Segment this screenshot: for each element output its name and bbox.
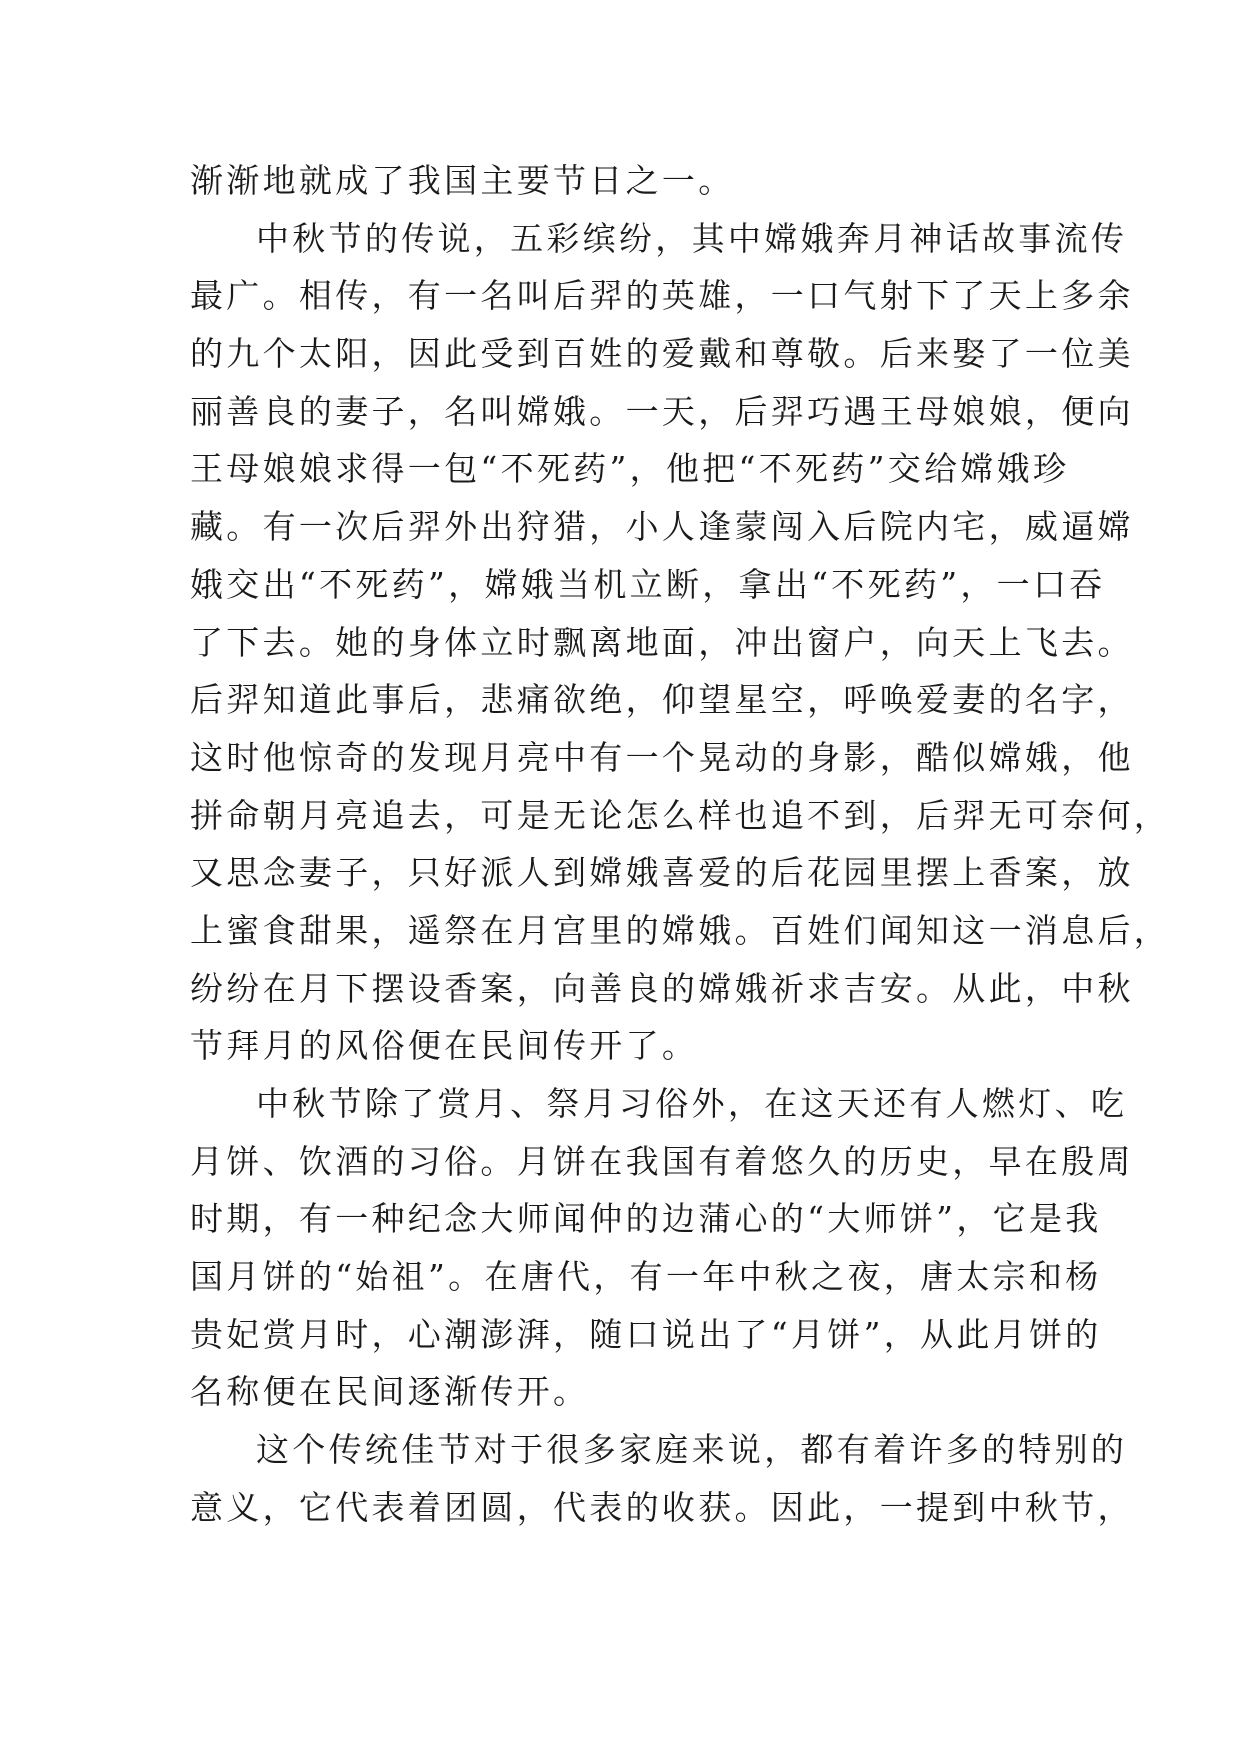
- paragraph-4: [190, 1421, 1134, 1536]
- text-line: 节拜月的风俗便在民间传开了。: [190, 1026, 699, 1066]
- text-line: 意义，它代表着团圆，代表的收获。因此，一提到中秋节，: [190, 1487, 1134, 1527]
- text-line: 渐渐地就成了我国主要节日之一。: [190, 161, 735, 200]
- text-line: 王母娘娘求得一包“不死药”，他把“不死药”交给嫦娥珍: [190, 449, 1070, 489]
- text-line: 拼命朝月亮追去，可是无论怎么样也追不到，后羿无可奈何，: [190, 795, 1171, 835]
- paragraph-1: [190, 152, 1060, 210]
- text-line: 纷纷在月下摆设香案，向善良的嫦娥祈求吉安。从此，中秋: [190, 968, 1134, 1008]
- document-body: [190, 152, 1171, 1537]
- text-line: 的九个太阳，因此受到百姓的爱戴和尊敬。后来娶了一位美: [190, 334, 1134, 374]
- text-line: 后羿知道此事后，悲痛欲绝，仰望星空，呼唤爱妻的名字，: [190, 680, 1134, 720]
- text-line: 这个传统佳节对于很多家庭来说，都有着许多的特别的: [256, 1430, 1128, 1470]
- paragraph-3: [190, 1075, 1134, 1421]
- text-line: 时期，有一种纪念大师闻仲的边蒲心的“大师饼”，它是我: [190, 1199, 1102, 1239]
- text-line: 国月饼的“始祖”。在唐代，有一年中秋之夜，唐太宗和杨: [190, 1257, 1102, 1297]
- text-line: 名称便在民间逐渐传开。: [190, 1372, 590, 1412]
- text-line: 中秋节除了赏月、祭月习俗外，在这天还有人燃灯、吃: [256, 1084, 1128, 1123]
- text-line: 娥交出“不死药”，嫦娥当机立断，拿出“不死药”，一口吞: [190, 564, 1106, 604]
- text-line: 中秋节的传说，五彩缤纷，其中嫦娥奔月神话故事流传: [256, 218, 1128, 258]
- text-line: 上蜜食甜果，遥祭在月宫里的嫦娥。百姓们闻知这一消息后，: [190, 910, 1171, 950]
- text-line: 丽善良的妻子，名叫嫦娥。一天，后羿巧遇王母娘娘，便向: [190, 391, 1134, 431]
- text-line: 又思念妻子，只好派人到嫦娥喜爱的后花园里摆上香案，放: [190, 853, 1134, 893]
- text-line: 月饼、饮酒的习俗。月饼在我国有着悠久的历史，早在殷周: [190, 1141, 1134, 1181]
- text-line: 贵妃赏月时，心潮澎湃，随口说出了“月饼”，从此月饼的: [190, 1314, 1102, 1354]
- text-line: 了下去。她的身体立时飘离地面，冲出窗户，向天上飞去。: [190, 622, 1134, 662]
- text-line: 最广。相传，有一名叫后羿的英雄，一口气射下了天上多余: [190, 276, 1134, 316]
- paragraph-2: [190, 210, 1171, 1075]
- text-line: 藏。有一次后羿外出狩猎，小人逢蒙闯入后院内宅，威逼嫦: [190, 507, 1134, 547]
- text-line: 这时他惊奇的发现月亮中有一个晃动的身影，酷似嫦娥，他: [190, 737, 1134, 777]
